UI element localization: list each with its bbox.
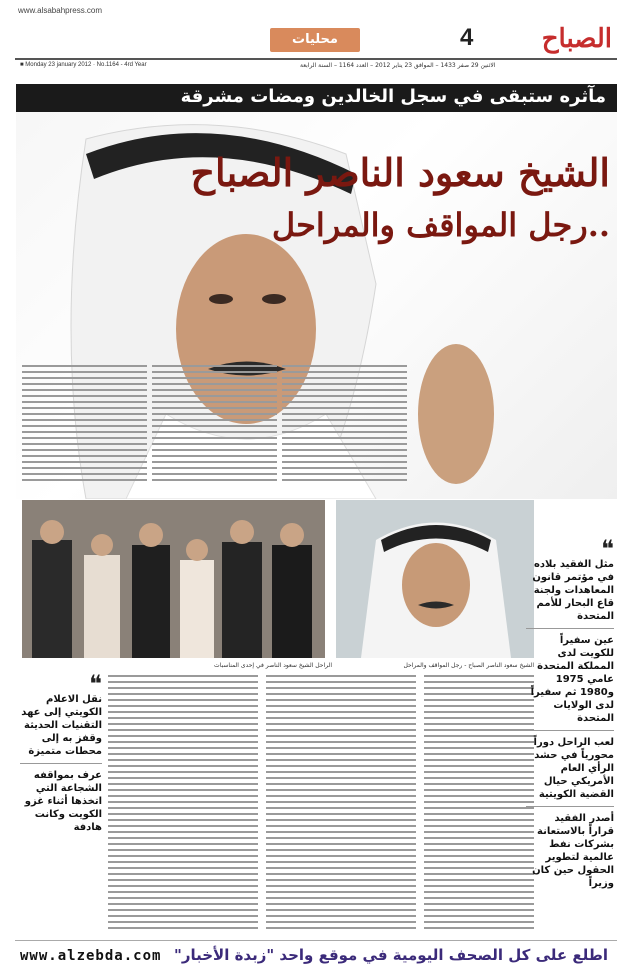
- sidebar-quotes: [526, 535, 614, 890]
- date-arabic: الاثنين 29 صفر 1433 – الموافق 23 يناير 2012 – العدد 1164 – السنة الرابعة: [300, 62, 496, 69]
- quote-mark-icon: ❝: [89, 670, 102, 698]
- footer-url[interactable]: www.alzebda.com: [20, 948, 162, 964]
- sidebar-divider: [20, 763, 102, 764]
- small-portrait-illustration: [336, 500, 534, 658]
- footer-promo: اطلع على كل الصحف اليومية في موقع واحد "زبدة الأخبار": [174, 946, 608, 964]
- left-sidebar-quotes: [20, 670, 102, 834]
- body-text-column: [108, 675, 258, 937]
- sidebar-quote: عين سفيراً للكويت لدى المملكة المتحدة عامي 1975 و1980 ثم سفيراً لدى الولايات المتحدة: [530, 635, 614, 724]
- sidebar-divider: [526, 628, 614, 629]
- footer-divider: [15, 940, 617, 941]
- page-number: 4: [460, 24, 474, 51]
- photo-caption-left: الراحل الشيخ سعود الناصر في إحدى المناسبات: [214, 662, 332, 669]
- photo-caption-right: الشيخ سعود الناصر الصباح - رجل المواقف والمراحل: [403, 662, 534, 669]
- sidebar-quote: عرف بمواقفه الشجاعة التي اتخذها أثناء غزو الكويت وكانت هادفة: [24, 770, 102, 833]
- sidebar-divider: [526, 806, 614, 807]
- quote-mark-icon: ❝: [601, 535, 614, 563]
- header-divider: [15, 58, 617, 60]
- newspaper-logo: الصباح: [541, 24, 612, 54]
- body-text-column: [152, 365, 277, 490]
- sidebar-quote: نقل الاعلام الكويتي إلى عهد التقنيات الحديثة وقفز به إلى محطات متميزة: [21, 694, 102, 757]
- headline-line-2: ..رجل المواقف والمراحل: [271, 206, 610, 244]
- body-text-column: [424, 675, 534, 937]
- date-english: ■ Monday 23 january 2012 · No.1164 - 4rd Year: [20, 62, 147, 68]
- sidebar-divider: [526, 730, 614, 731]
- sidebar-quote: لعب الراحل دوراً محورياً في حشد الرأي العام الأمريكي حيال القضية الكويتية: [533, 737, 614, 800]
- section-badge: محليات: [270, 28, 360, 52]
- kicker: مآثره ستبقى في سجل الخالدين ومضات مشرقة: [180, 86, 606, 107]
- group-photo: [22, 500, 325, 658]
- headline-line-1: الشيخ سعود الناصر الصباح: [190, 150, 610, 195]
- sidebar-quote: أصدر الفقيد قراراً بالاستعانة بشركات نفط عالمية لتطوير الحقول حين كان وزيراً: [532, 813, 614, 889]
- site-url: www.alsabahpress.com: [18, 6, 103, 15]
- group-photo-illustration: [22, 500, 325, 658]
- body-text-column: [266, 675, 416, 937]
- portrait-photo-small: [336, 500, 534, 658]
- body-text-column: [22, 365, 147, 490]
- sidebar-quote: مثل الفقيد بلاده في مؤتمر قانون المعاهدات ولجنة قاع البحار للأمم المتحدة: [532, 559, 614, 622]
- body-text-column: [282, 365, 407, 490]
